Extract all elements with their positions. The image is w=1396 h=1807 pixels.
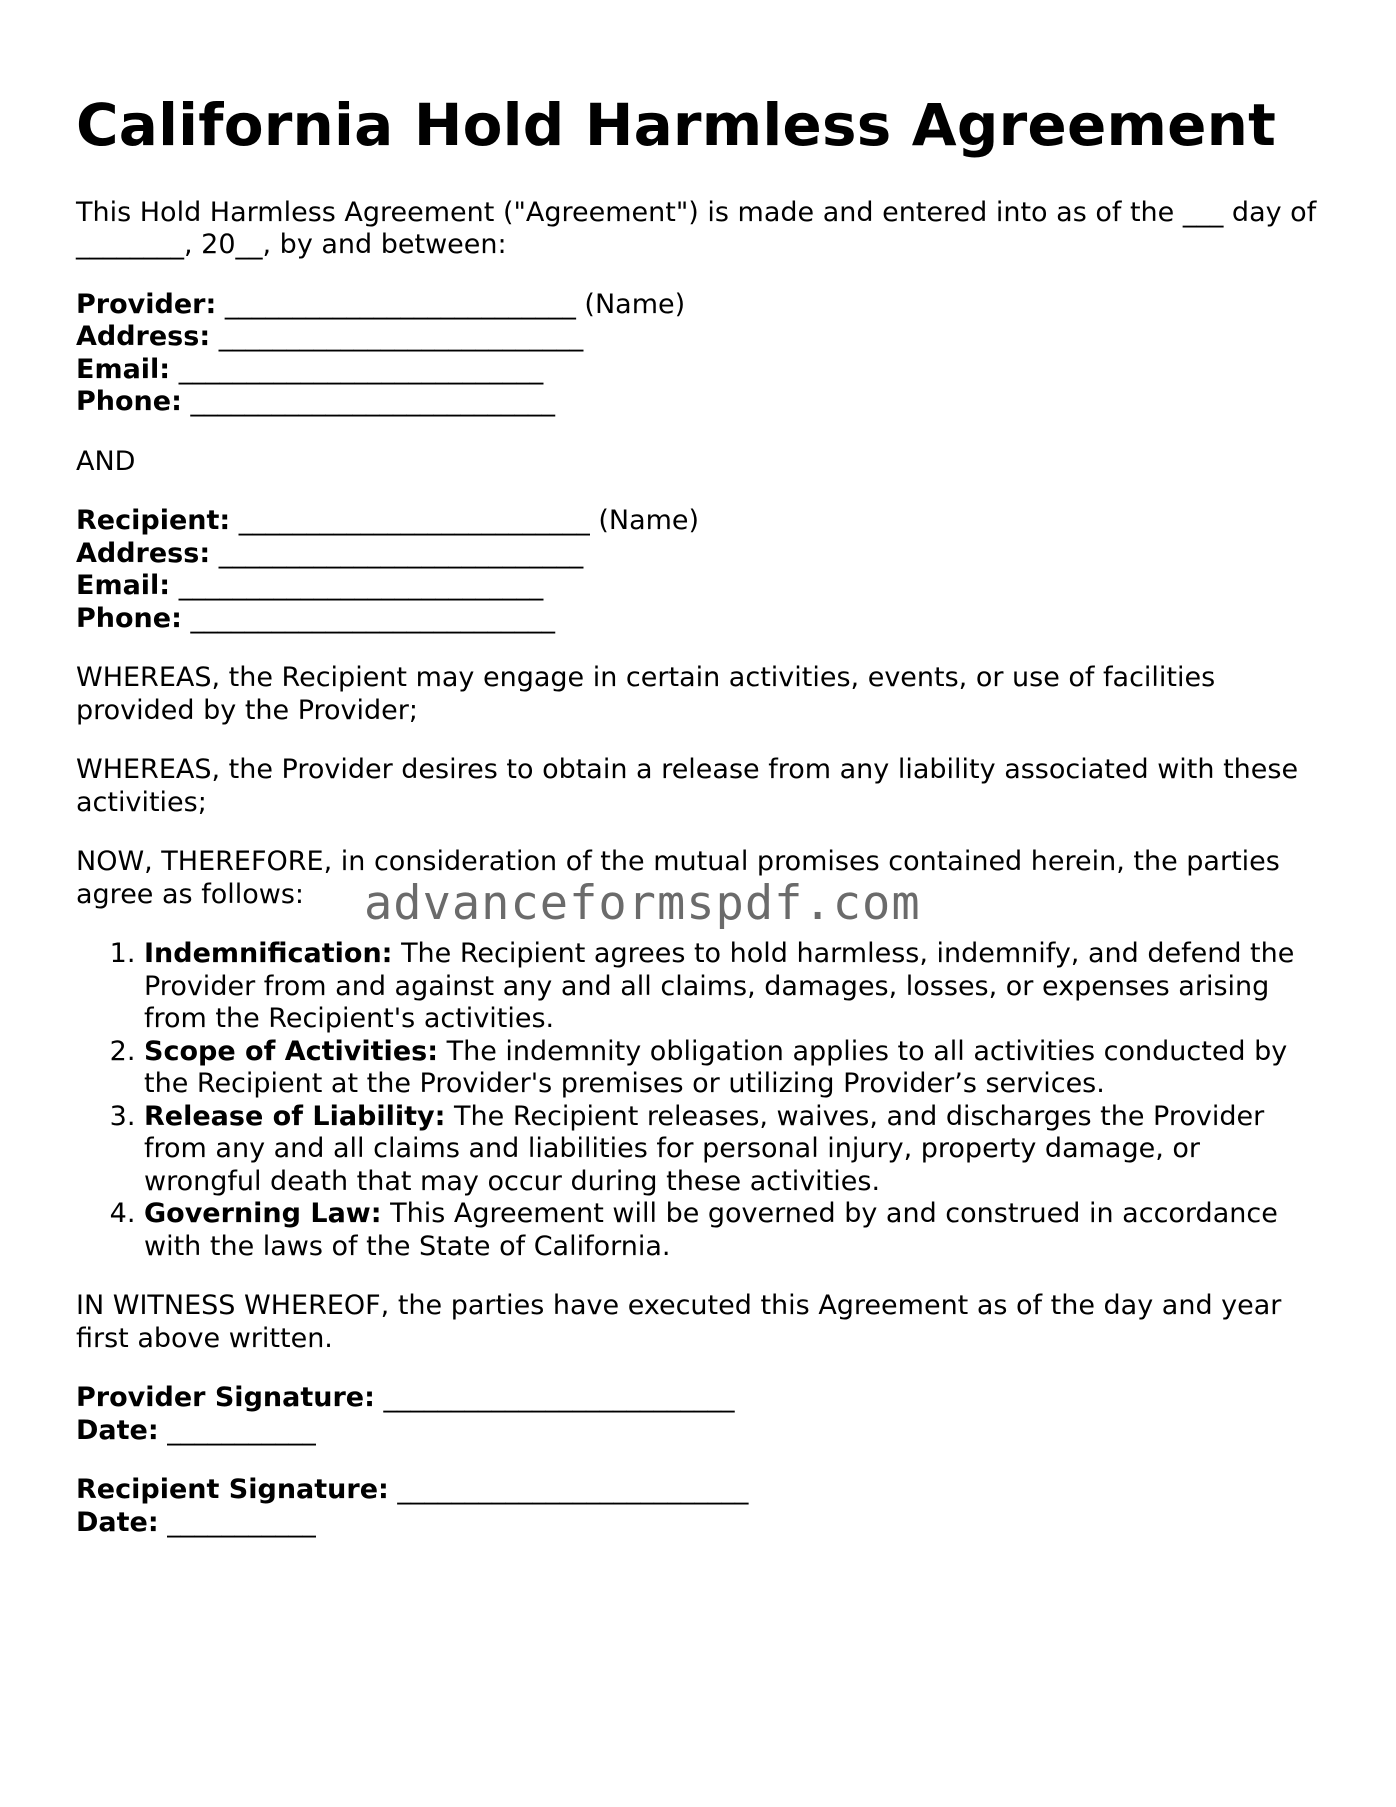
recipient-phone-line: [76, 603, 1326, 636]
provider-signature-line: [76, 1382, 1326, 1415]
provider-phone-line: [76, 386, 1326, 419]
recipient-date-label: Date:: [76, 1506, 159, 1538]
now-therefore-paragraph: NOW, THEREFORE, in consideration of the mutual promises contained herein, the parties agree as follows:: [76, 846, 1280, 910]
recipient-details: [76, 505, 1326, 635]
recipient-address-label: Address:: [76, 537, 211, 569]
whereas-paragraph-2: WHEREAS, the Provider desires to obtain a release from any liability associated with these activities;: [76, 754, 1299, 818]
provider-name-blank: __________________________ (Name): [216, 288, 686, 320]
recipient-email-blank: ___________________________: [170, 570, 544, 602]
clause-item: [144, 1036, 1326, 1101]
clauses-list: [76, 938, 1326, 1263]
watermark-text: advanceformspdf.com: [364, 876, 921, 931]
document-title: California Hold Harmless Agreement: [76, 91, 1277, 159]
recipient-name-blank: __________________________ (Name): [230, 505, 700, 537]
recipient-phone-label: Phone:: [76, 602, 182, 634]
recipient-signature-line: [76, 1474, 1326, 1507]
recipient-name-label: Recipient:: [76, 505, 231, 537]
clause-text: The Recipient agrees to hold harmless, indemnify, and defend the Provider from and against any and all claims, damages, losses, or expenses arising from the Recipient's activities.: [144, 938, 1295, 1035]
recipient-signature-blank: __________________________: [388, 1474, 749, 1506]
recipient-name-line: [76, 505, 1326, 538]
recipient-signature-label: Recipient Signature:: [76, 1474, 389, 1506]
clause-heading: Scope of Activities:: [144, 1035, 438, 1067]
provider-phone-label: Phone:: [76, 386, 182, 418]
witness-paragraph: IN WITNESS WHEREOF, the parties have executed this Agreement as of the day and year first above written.: [76, 1290, 1282, 1354]
provider-signature-blank: __________________________: [374, 1382, 735, 1414]
provider-signature-block: [76, 1382, 1326, 1447]
clause-heading: Governing Law:: [144, 1198, 382, 1230]
provider-date-blank: ___________: [158, 1414, 316, 1446]
provider-address-line: [76, 321, 1326, 354]
provider-email-line: [76, 354, 1326, 387]
clause-item: [144, 1198, 1326, 1263]
provider-email-label: Email:: [76, 353, 171, 385]
whereas-paragraph-1: WHEREAS, the Recipient may engage in certain activities, events, or use of facilities provided by the Provider;: [76, 662, 1216, 726]
clause-item: [144, 1101, 1326, 1199]
provider-email-blank: ___________________________: [170, 353, 544, 385]
document-page: [76, 92, 1326, 1566]
provider-address-blank: ___________________________: [210, 321, 584, 353]
provider-name-label: Provider:: [76, 288, 217, 320]
clause-text: The indemnity obligation applies to all activities conducted by the Recipient at the Provider's premises or utilizing Provider’s services.: [144, 1035, 1288, 1100]
recipient-date-blank: ___________: [158, 1506, 316, 1538]
provider-date-label: Date:: [76, 1414, 159, 1446]
and-separator: AND: [76, 445, 136, 477]
provider-phone-blank: ___________________________: [181, 386, 555, 418]
provider-address-label: Address:: [76, 321, 211, 353]
intro-paragraph: This Hold Harmless Agreement ("Agreement") is made and entered into as of the ___ day of ________, 20__, by and between:: [76, 196, 1317, 261]
recipient-signature-block: [76, 1474, 1326, 1539]
provider-details: [76, 289, 1326, 419]
recipient-address-line: [76, 538, 1326, 571]
provider-name-line: [76, 289, 1326, 322]
recipient-email-label: Email:: [76, 570, 171, 602]
provider-date-line: [76, 1415, 1326, 1448]
recipient-phone-blank: ___________________________: [181, 602, 555, 634]
recipient-address-blank: ___________________________: [210, 537, 584, 569]
provider-signature-label: Provider Signature:: [76, 1382, 375, 1414]
clause-heading: Release of Liability:: [144, 1100, 446, 1132]
clause-text: The Recipient releases, waives, and discharges the Provider from any and all claims and liabilities for personal injury, property damage, or wrongful death that may occur during these activities.: [144, 1100, 1265, 1197]
clause-heading: Indemnification:: [144, 938, 393, 970]
clause-item: [144, 938, 1326, 1036]
clause-text: This Agreement will be governed by and construed in accordance with the laws of the State of California.: [144, 1198, 1278, 1262]
recipient-email-line: [76, 570, 1326, 603]
recipient-date-line: [76, 1507, 1326, 1540]
